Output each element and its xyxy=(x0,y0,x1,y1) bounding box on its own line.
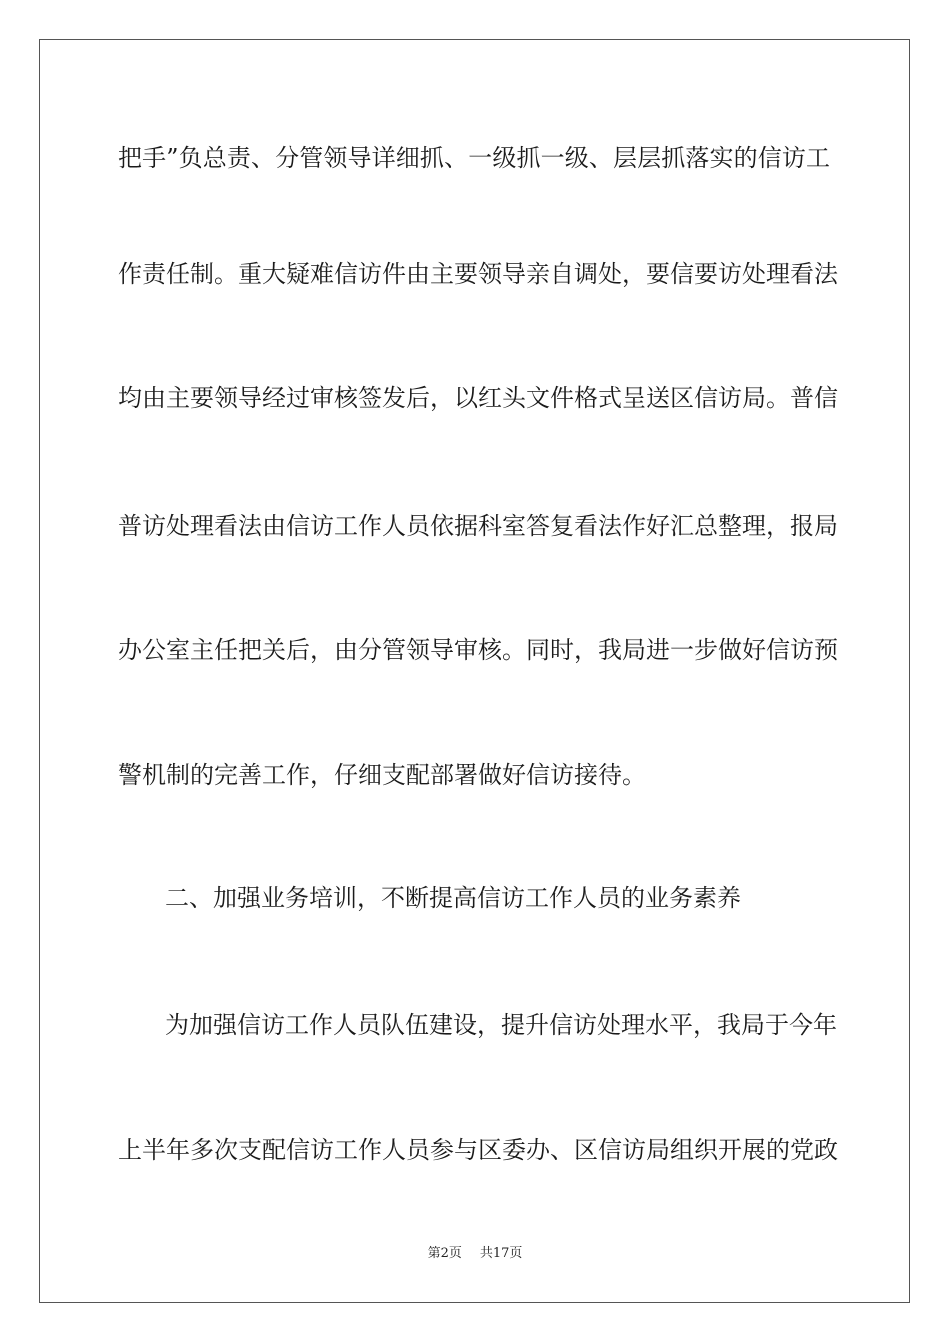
body-line-1: 把手”负总责、分管领导详细抓、一级抓一级、层层抓落实的信访工 xyxy=(118,144,830,172)
section-heading: 二、加强业务培训，不断提高信访工作人员的业务素养 xyxy=(165,884,741,912)
page-number: 第2页 xyxy=(427,1246,462,1261)
body-line-6: 警机制的完善工作，仔细支配部署做好信访接待。 xyxy=(118,761,646,789)
paragraph-line-1: 为加强信访工作人员队伍建设，提升信访处理水平，我局于今年 xyxy=(165,1011,837,1039)
body-line-4: 普访处理看法由信访工作人员依据科室答复看法作好汇总整理，报局 xyxy=(118,512,838,540)
body-line-5: 办公室主任把关后，由分管领导审核。同时，我局进一步做好信访预 xyxy=(118,636,838,664)
body-line-2: 作责任制。重大疑难信访件由主要领导亲自调处，要信要访处理看法 xyxy=(118,260,838,288)
page-total: 共17页 xyxy=(479,1246,523,1261)
paragraph-line-2: 上半年多次支配信访工作人员参与区委办、区信访局组织开展的党政 xyxy=(118,1136,838,1164)
body-line-3: 均由主要领导经过审核签发后，以红头文件格式呈送区信访局。普信 xyxy=(118,384,838,412)
page-footer xyxy=(0,1245,950,1263)
page-border xyxy=(39,39,910,1303)
